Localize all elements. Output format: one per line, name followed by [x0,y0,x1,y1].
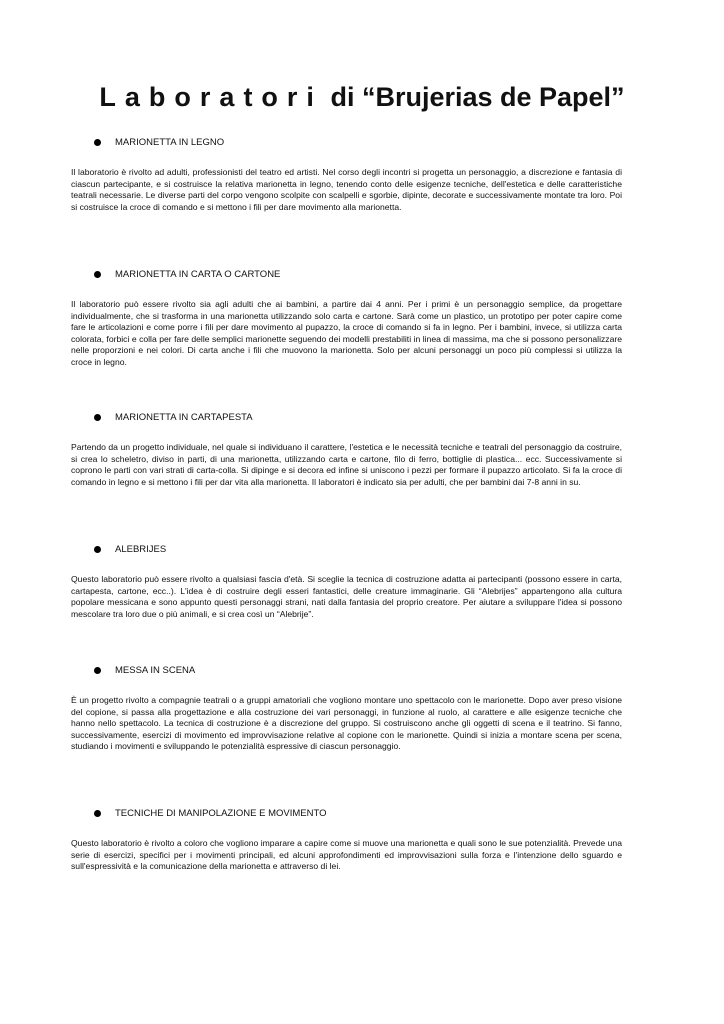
section-heading: MESSA IN SCENA [115,665,196,676]
section-body: Questo laboratorio è rivolto a coloro che vogliono imparare a capire come si muove una marionetta e quali sono le sue potenzialità. Prevede una serie di esercizi, specifici per i movimenti principali, ed alcuni approfondimenti ed improvvisazioni sulla forza e l'intenzione dello sguardo e sull'espressività e la comunicazione della marionetta e attraverso di lei. [71,838,622,871]
section-messa-in-scena [71,663,622,753]
section-alebrijes [71,542,622,620]
bullet-icon [94,139,101,146]
section-body: Partendo da un progetto individuale, nel quale si individuano il carattere, l'estetica e le necessità tecniche e teatrali del personaggio da costruire, si crea lo scheletro, diviso in parti, di una marionetta, utilizzando carta e cartone, filo di ferro, bottiglie di plastica... ecc. Successivamente si coprono le parti con vari strati di carta-colla. Si dipinge e si decora ed infine si uniscono i pezzi per formare il pupazzo articolato. Si fa la croce di comando in legno e si mettono i fili per dar vita alla marionetta. Il laboratori è indicato sia per adulti, che per bambini dai 7-8 anni in su. [71,442,622,487]
section-tecniche-manipolazione [71,806,622,873]
bullet-icon [94,667,101,674]
section-body: Questo laboratorio può essere rivolto a qualsiasi fascia d'età. Si sceglie la tecnica di costruzione adatta ai partecipanti (possono essere in carta, cartapesta, cartone, ecc..). L'idea è di costruire degli esseri fantastici, delle creature immaginarie. Gli “Alebrijes” appartengono alla cultura popolare messicana e sono appunto questi personaggi strani, nati dalla fantasia del proprio creatore. Per aiutare a sviluppare l'idea si possono mescolare tra loro due o più animali, e si crea così un “Alebrije”. [71,574,622,619]
section-header [71,542,622,560]
bullet-icon [94,546,101,553]
page-title [0,80,724,114]
section-marionetta-carta [71,267,622,368]
section-body: Il laboratorio è rivolto ad adulti, professionisti del teatro ed artisti. Nel corso degli incontri si progetta un personaggio, a discrezione e fantasia di ciascun partecipante, e si costruisce la relativa marionetta in legno, tenendo conto delle esigenze tecniche, dell'estetica e delle caratteristiche teatrali necessarie. Le diverse parti del corpo vengono scolpite con scalpelli e sgorbie, dipinte, decorate e successivamente montate tra loro. Poi si costruisce la croce di comando e si mettono i fili per dare movimento alla marionetta. [71,167,622,212]
section-header [71,806,622,824]
section-body: Il laboratorio può essere rivolto sia agli adulti che ai bambini, a partire dai 4 anni. Per i primi è un personaggio semplice, da progettare individualmente, che si trasforma in una marionetta utilizzando solo carta e cartone. Sarà come un plastico, un prototipo per poter capire come fare le articolazioni e come porre i fili per dare movimento al pupazzo, la croce di comando si fa in legno. Per i bambini, invece, si utilizza carta colorata, forbici e colla per fare delle semplici marionette seguendo dei modelli prestabiliti in linea di massima, ma che si possono personalizzare nelle proporzioni e nei colori. Di carta anche i fili che muovono la marionetta. Solo per alcuni personaggi un poco più complessi si utilizza la croce in legno. [71,299,622,367]
section-marionetta-legno [71,135,622,213]
section-heading: MARIONETTA IN LEGNO [115,137,225,148]
bullet-icon [94,271,101,278]
bullet-icon [94,414,101,421]
section-header [71,267,622,285]
section-header [71,663,622,681]
section-heading: TECNICHE DI MANIPOLAZIONE E MOVIMENTO [115,808,327,819]
section-header [71,135,622,153]
section-header [71,410,622,428]
section-body: È un progetto rivolto a compagnie teatrali o a gruppi amatoriali che vogliono montare uno spettacolo con le marionette. Dopo aver preso visione del copione, si passa alla progettazione e alla costruzione dei vari personaggi, in funzione al ruolo, al carattere e alle esigenze tecniche che hanno nello spettacolo. La tecnica di costruzione è a discrezione del gruppo. Si costruiscono anche gli oggetti di scena e il teatrino. Si fanno, successivamente, esercizi di movimento ed improvvisazione relative al copione con le marionette. Quindi si inizia a montare scena per scena, studiando i movimenti e sviluppando le potenzialità espressive di ciascun personaggio. [71,695,622,751]
section-heading: ALEBRIJES [115,544,167,555]
bullet-icon [94,810,101,817]
title-rest: di “Brujerias de Papel” [330,82,625,112]
section-marionetta-cartapesta [71,410,622,488]
section-heading: MARIONETTA IN CARTAPESTA [115,412,253,423]
section-heading: MARIONETTA IN CARTA O CARTONE [115,269,281,280]
title-spaced-word: Laboratori [99,82,323,112]
